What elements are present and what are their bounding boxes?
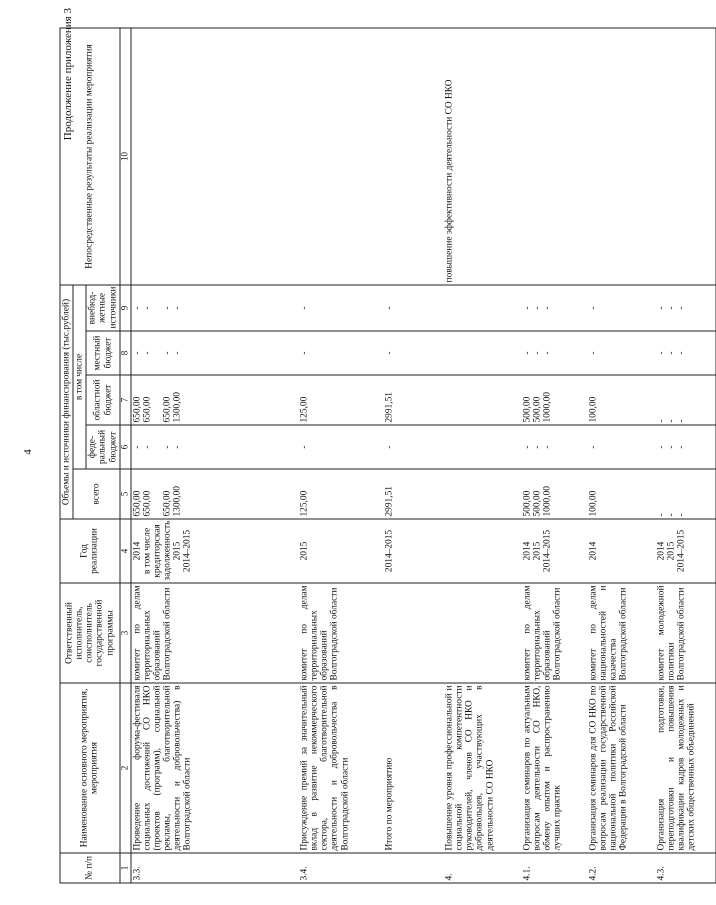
- funding-total-line: 1000,00: [542, 485, 553, 516]
- funding-federal-line: -: [666, 444, 677, 449]
- funding-regional-line: -: [656, 418, 666, 422]
- funding-federal-line: -: [656, 444, 666, 449]
- table-row: [298, 28, 383, 883]
- funding-regional-line: 650,00: [141, 396, 152, 422]
- measure-name: Проведение форума-фестиваля социальных достижений СО НКО (проектов (программ), социальной рекламы, благотворительной деятельности и добровольчества) в Волгоградской области: [130, 683, 298, 853]
- funding-total-line: -: [676, 512, 687, 516]
- funding-local-line: -: [141, 350, 152, 355]
- funding-local-line: -: [522, 350, 532, 355]
- funding-local-line: -: [532, 350, 543, 355]
- funding-local-line: -: [299, 350, 309, 355]
- measure-name: Итого по мероприятию: [383, 683, 443, 853]
- funding-regional-line: -: [676, 418, 687, 422]
- implementation-year: [587, 519, 655, 583]
- implementation-year-line: в том числе кредиторская задолженность: [141, 520, 172, 580]
- funding-local-line: [444, 333, 454, 372]
- funding-federal-line: -: [384, 444, 394, 449]
- funding-federal-line: -: [131, 444, 142, 449]
- funding-local-line: -: [666, 350, 677, 355]
- row-number: [383, 853, 443, 883]
- funding-regional: [130, 375, 298, 425]
- implementation-year-line: 2014–2015: [676, 529, 687, 572]
- funding-extra-line: -: [172, 305, 183, 310]
- measure-result: [521, 28, 587, 285]
- funding-extra-line: -: [131, 305, 142, 310]
- funding-local: [298, 331, 383, 375]
- funding-extra: [443, 285, 521, 331]
- funding-local-line: -: [161, 350, 172, 355]
- header-num: № п/п: [60, 853, 120, 883]
- table-row: [587, 28, 655, 883]
- implementation-year: [298, 519, 383, 583]
- funding-federal-line: -: [676, 444, 687, 449]
- funding-total-line: -: [656, 512, 666, 516]
- funding-regional: [521, 375, 587, 425]
- funding-regional: [587, 375, 655, 425]
- responsible-executor: [443, 583, 521, 683]
- funding-local-line: -: [588, 350, 598, 355]
- header-federal: феде-ральный бюджет: [86, 425, 119, 469]
- funding-federal-line: -: [522, 444, 532, 449]
- funding-total-line: 1300,00: [172, 485, 183, 516]
- header-including: в том числе: [73, 285, 86, 469]
- funding-local: [383, 331, 443, 375]
- funding-total-line: 650,00: [131, 490, 142, 516]
- table-wrapper: [59, 28, 697, 883]
- funding-total: [383, 469, 443, 519]
- column-number: 9: [119, 285, 130, 331]
- funding-extra-line: -: [542, 305, 553, 310]
- funding-total-line: [152, 471, 162, 516]
- funding-regional-line: 500,00: [532, 396, 543, 422]
- implementation-year-line: 2014: [656, 541, 666, 560]
- funding-extra-line: -: [384, 305, 394, 310]
- column-number: 2: [119, 683, 130, 853]
- funding-total: [521, 469, 587, 519]
- funding-local: [587, 331, 655, 375]
- header-local: местный бюджет: [86, 331, 119, 375]
- funding-total-line: [444, 471, 454, 516]
- row-number: 3.3.: [130, 853, 298, 883]
- funding-local: [443, 331, 521, 375]
- measure-result: [587, 28, 655, 285]
- funding-extra: [298, 285, 383, 331]
- implementation-year-line: 2014–2015: [542, 529, 553, 572]
- header-responsible: Ответственный исполнитель, соисполнитель государственной программы: [60, 583, 120, 683]
- row-number: 4.3.: [655, 853, 715, 883]
- funding-extra-line: -: [141, 305, 152, 310]
- funding-local-line: -: [656, 350, 666, 355]
- funding-federal-line: -: [532, 444, 543, 449]
- measure-result: [298, 28, 383, 285]
- header-year: Год реализации: [60, 519, 120, 583]
- row-number: 3.4.: [298, 853, 383, 883]
- page-number: 4: [22, 449, 34, 455]
- continuation-label: Продолжение приложения 3: [62, 8, 74, 141]
- measure-name: Присуждение премий за значительный вклад в развитие некоммерческого сектора, благотворительной деятельности и добровольчества в Волгоградской области: [298, 683, 383, 853]
- funding-regional: [655, 375, 715, 425]
- column-number: 5: [119, 469, 130, 519]
- implementation-year: [521, 519, 587, 583]
- column-number: 3: [119, 583, 130, 683]
- funding-regional: [298, 375, 383, 425]
- funding-federal-line: -: [172, 444, 183, 449]
- table-row: [521, 28, 587, 883]
- funding-local-line: [152, 333, 162, 372]
- implementation-year-line: 2015: [532, 541, 543, 560]
- funding-extra: [130, 285, 298, 331]
- row-number: 4.: [443, 853, 521, 883]
- column-number: 7: [119, 375, 130, 425]
- column-number: 8: [119, 331, 130, 375]
- funding-federal: [587, 425, 655, 469]
- funding-federal-line: [152, 427, 162, 466]
- responsible-executor: комитет по делам территориальных образований Волгоградской области: [521, 583, 587, 683]
- funding-federal: [130, 425, 298, 469]
- funding-local-line: -: [542, 350, 553, 355]
- measure-name: Организация семинаров для СО НКО по вопросам реализации государственной национальной политики Российской Федерации в Волгоградской области: [587, 683, 655, 853]
- funding-total: [130, 469, 298, 519]
- table-row: [443, 28, 521, 883]
- implementation-year-line: 2015: [172, 541, 183, 560]
- funding-local: [130, 331, 298, 375]
- implementation-year: [443, 519, 521, 583]
- funding-total-line: 650,00: [161, 490, 172, 516]
- header-extra: внебюд-жетные источники: [86, 285, 119, 331]
- funding-total: [587, 469, 655, 519]
- table-row: [130, 28, 298, 883]
- header-regional: областной бюджет: [86, 375, 119, 425]
- funding-regional-line: 2991,51: [384, 391, 394, 422]
- implementation-year-line: 2014: [131, 541, 142, 560]
- responsible-executor: комитет по делам национальностей и казачества Волгоградской области: [587, 583, 655, 683]
- funding-local: [655, 331, 715, 375]
- funding-local-line: -: [384, 350, 394, 355]
- header-funding: Объемы и источники финансирования (тыс.рублей): [60, 285, 73, 519]
- responsible-executor: [383, 583, 443, 683]
- measure-result: повышение эффективности деятельности СО НКО: [443, 28, 521, 285]
- funding-federal: [655, 425, 715, 469]
- funding-local-line: -: [172, 350, 183, 355]
- funding-regional-line: 500,00: [522, 396, 532, 422]
- funding-extra-line: -: [676, 305, 687, 310]
- funding-local: [521, 331, 587, 375]
- funding-total: [655, 469, 715, 519]
- funding-total-line: -: [666, 512, 677, 516]
- implementation-year-line: 2014: [522, 541, 532, 560]
- funding-regional-line: 650,00: [161, 396, 172, 422]
- column-number-row: [119, 28, 130, 883]
- funding-regional-line: [152, 377, 162, 422]
- funding-regional-line: 650,00: [131, 396, 142, 422]
- funding-extra: [655, 285, 715, 331]
- funding-total: [298, 469, 383, 519]
- funding-regional-line: 125,00: [299, 396, 309, 422]
- row-number: 4.1.: [521, 853, 587, 883]
- measure-name: Организация подготовки, переподготовки и повышения квалификации кадров молодежных и детских общественных объединений: [655, 683, 715, 853]
- funding-total-line: 100,00: [588, 490, 598, 516]
- funding-federal-line: -: [588, 444, 598, 449]
- rotated-sheet: [59, 28, 697, 883]
- funding-extra: [383, 285, 443, 331]
- header-total: всего: [73, 469, 120, 519]
- implementation-year: [655, 519, 715, 583]
- responsible-executor: комитет по делам территориальных образований Волгоградской области: [298, 583, 383, 683]
- funding-regional: [383, 375, 443, 425]
- funding-total-line: 650,00: [141, 490, 152, 516]
- table-body: [130, 28, 715, 883]
- table-row: [383, 28, 443, 883]
- implementation-year-line: 2014–2015: [384, 529, 394, 572]
- table-row: [655, 28, 715, 883]
- measure-name: Организация семинаров по актуальным вопросам деятельности СО НКО, обмену опытом и распространению лучших практик: [521, 683, 587, 853]
- funding-local-line: -: [676, 350, 687, 355]
- funding-extra-line: -: [656, 305, 666, 310]
- responsible-executor: комитет молодежной политики Волгоградской области: [655, 583, 715, 683]
- column-number: 4: [119, 519, 130, 583]
- responsible-executor: комитет по делам территориальных образований Волгоградской области: [130, 583, 298, 683]
- funding-extra-line: -: [666, 305, 677, 310]
- funding-federal-line: -: [542, 444, 553, 449]
- measure-result: [655, 28, 715, 285]
- funding-federal-line: -: [161, 444, 172, 449]
- funding-extra-line: -: [532, 305, 543, 310]
- funding-federal-line: -: [141, 444, 152, 449]
- funding-extra-line: -: [161, 305, 172, 310]
- implementation-year: [383, 519, 443, 583]
- funding-federal: [521, 425, 587, 469]
- column-number: 6: [119, 425, 130, 469]
- implementation-year-line: 2014: [588, 541, 598, 560]
- funding-extra-line: [444, 287, 454, 328]
- funding-regional-line: 1000,00: [542, 391, 553, 422]
- funding-federal: [383, 425, 443, 469]
- funding-extra: [587, 285, 655, 331]
- funding-total: [443, 469, 521, 519]
- funding-extra: [521, 285, 587, 331]
- funding-regional-line: -: [666, 418, 677, 422]
- funding-extra-line: [152, 287, 162, 328]
- funding-extra-line: -: [588, 305, 598, 310]
- funding-federal: [443, 425, 521, 469]
- row-number: 4.2.: [587, 853, 655, 883]
- funding-local-line: -: [131, 350, 142, 355]
- implementation-year-line: 2015: [666, 541, 677, 560]
- funding-total-line: 125,00: [299, 490, 309, 516]
- funding-federal-line: [444, 427, 454, 466]
- funding-regional-line: [444, 377, 454, 422]
- measure-result: [383, 28, 443, 285]
- header-name: Наименование основного мероприятия, мероприятия: [60, 683, 120, 853]
- funding-regional: [443, 375, 521, 425]
- funding-total-line: 2991,51: [384, 485, 394, 516]
- header-result: Непосредственные результаты реализации мероприятия: [60, 28, 120, 285]
- column-number: 10: [119, 28, 130, 285]
- funding-regional-line: 100,00: [588, 396, 598, 422]
- program-measures-table: [59, 27, 716, 883]
- funding-extra-line: -: [522, 305, 532, 310]
- column-number: 1: [119, 853, 130, 883]
- implementation-year: [130, 519, 298, 583]
- measure-name: Повышение уровня профессиональной и социальной компетентности руководителей, членов СО НКО и добровольцев, участвующих в деятельности СО НКО: [443, 683, 521, 853]
- funding-federal-line: -: [299, 444, 309, 449]
- funding-total-line: 500,00: [522, 490, 532, 516]
- funding-regional-line: 1300,00: [172, 391, 183, 422]
- implementation-year-line: 2014–2015: [182, 529, 193, 572]
- funding-extra-line: -: [299, 305, 309, 310]
- implementation-year-line: 2015: [299, 541, 309, 560]
- implementation-year-line: [444, 521, 454, 580]
- funding-total-line: 500,00: [532, 490, 543, 516]
- measure-result: [130, 28, 298, 285]
- funding-federal: [298, 425, 383, 469]
